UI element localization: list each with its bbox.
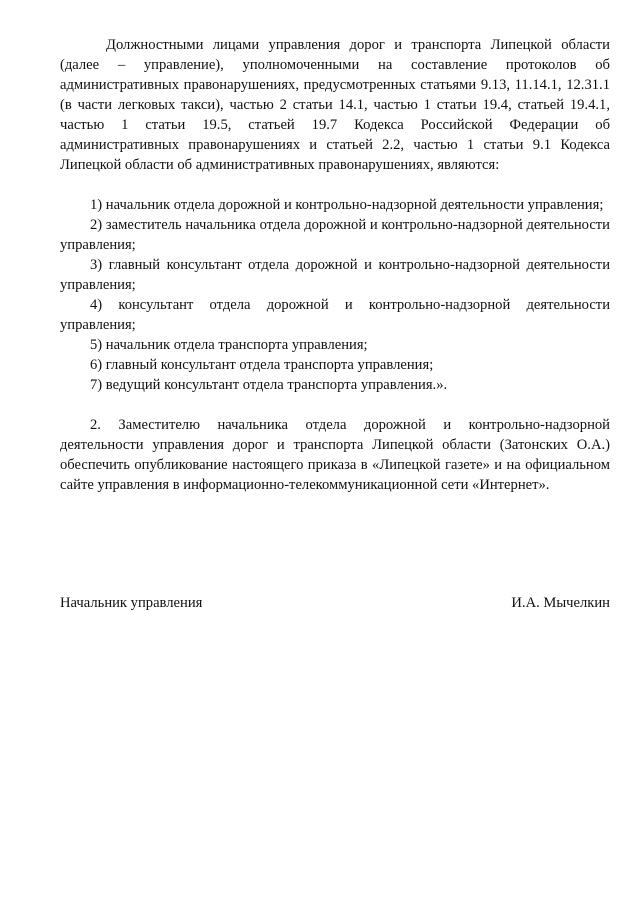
point-2-paragraph: 2. Заместителю начальника отдела дорожной и контрольно-надзорной деятельности управления дорог и транспорта Липецкой области (Затонских О.А.) обеспечить опубликование настоящего приказа в «Липецкой газете» и на официальном сайте управления в информационно-телекоммуникационной сети «Интернет». — [60, 417, 610, 493]
list-item: 3) главный консультант отдела дорожной и контрольно-надзорной деятельности управления; — [60, 257, 610, 293]
list-item: 2) заместитель начальника отдела дорожной и контрольно-надзорной деятельности управления; — [60, 217, 610, 253]
list-item: 5) начальник отдела транспорта управления; — [90, 337, 368, 353]
signature-block — [60, 593, 610, 613]
intro-paragraph: Должностными лицами управления дорог и транспорта Липецкой области (далее – управление), уполномоченными на составление протоколов об административных правонарушениях, предусмотренных статьями 9.13, 11.14.1, 12.31.1 (в части легковых такси), частью 2 статьи 14.1, частью 1 статьи 19.4, статьей 19.4.1, частью 1 статьи 19.5, статьей 19.7 Кодекса Российской Федерации об административных правонарушениях и статьей 2.2, частью 1 статьи 9.1 Кодекса Липецкой области об административных правонарушениях, являются: — [60, 37, 610, 173]
signatory-position: Начальник управления — [60, 595, 203, 611]
list-item: 7) ведущий консультант отдела транспорта управления.». — [90, 377, 448, 393]
list-item: 1) начальник отдела дорожной и контрольно-надзорной деятельности управления; — [90, 197, 604, 213]
list-item: 6) главный консультант отдела транспорта управления; — [90, 357, 434, 373]
document-body — [60, 35, 610, 495]
signatory-name: И.А. Мычелкин — [511, 595, 610, 611]
list-item: 4) консультант отдела дорожной и контрольно-надзорной деятельности управления; — [60, 297, 610, 333]
